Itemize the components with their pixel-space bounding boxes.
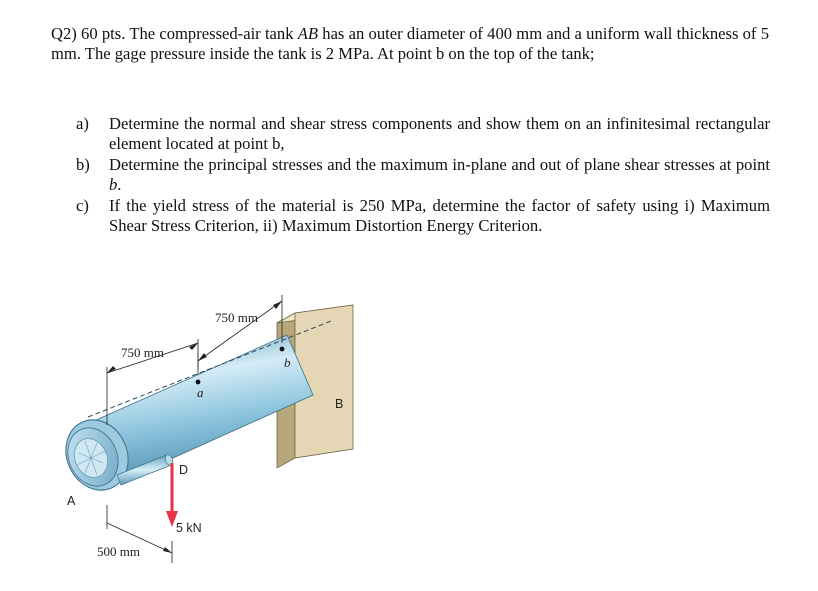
part-text: Determine the principal stresses and the maximum in-plane and out of plane shear stresses at point [109, 155, 770, 174]
question-parts [74, 114, 770, 237]
point-a-marker [196, 380, 201, 385]
point-b-label: b [284, 355, 291, 370]
tank-figure [55, 283, 395, 573]
problem-statement [51, 24, 769, 64]
tank-name: AB [297, 24, 319, 43]
part-a [74, 114, 770, 153]
part-text: If the yield stress of the material is 250 MPa, determine the factor of safety using i) Maximum Shear Stress Criterion, ii) Maximum Distortion Energy Criterion. [109, 196, 770, 235]
dim-top-left-label: 750 mm [121, 345, 164, 360]
part-label: b) [76, 155, 90, 174]
part-point: b [109, 174, 118, 194]
part-c [74, 196, 770, 235]
label-D: D [179, 463, 189, 477]
part-label: c) [76, 196, 89, 215]
part-text-end: . [117, 174, 122, 194]
part-text: Determine the normal and shear stress components and show them on an infinitesimal rectangular element located at point b, [109, 114, 770, 153]
intro-suffix: has an outer diameter of 400 mm and a uniform wall thickness of 5 mm. The gage pressure inside the tank is 2 MPa. At point b on the top of the tank; [51, 24, 769, 63]
part-b [74, 155, 770, 194]
problem-intro [51, 24, 769, 64]
intro-prefix: Q2) 60 pts. The compressed-air tank [51, 24, 298, 43]
label-B: B [335, 397, 344, 411]
dim-bottom-label: 500 mm [97, 544, 140, 559]
point-b-marker [280, 347, 285, 352]
part-label: a) [76, 114, 89, 133]
dim-top-right-label: 750 mm [215, 310, 258, 325]
point-a-label: a [197, 385, 204, 400]
label-A: A [67, 494, 76, 508]
load-label: 5 kN [176, 521, 202, 535]
load-arrow [166, 463, 178, 527]
